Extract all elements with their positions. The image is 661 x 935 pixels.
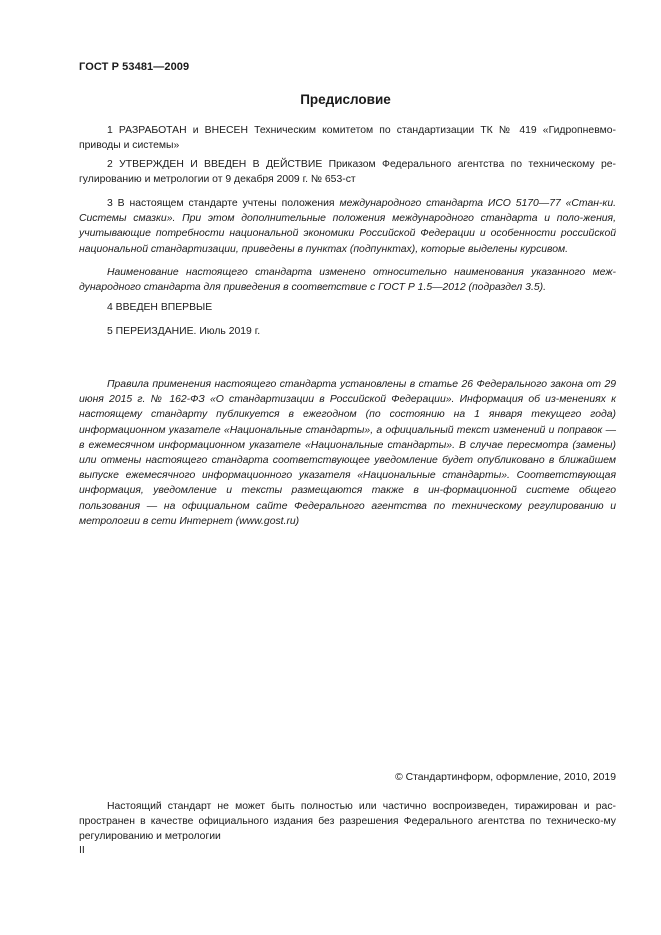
foreword-item-3-italic: международного стандарта ИСО 5170—77 «Стан-ки. Системы смазки». При этом дополнительные положения международного стандарта и поло-жения, учитывающие потребности национальной экономики Российской Федерации и особенности российской национальной стандартизации, приведены в пунктах (подпунктах), которые выделены курсивом. xyxy=(79,198,616,255)
foreword-item-3 xyxy=(79,196,616,257)
page-title: Предисловие xyxy=(300,92,391,107)
foreword-item-3-name-note: Наименование настоящего стандарта изменено относительно наименования указанного меж-дународного стандарта для приведения в соответствие с ГОСТ Р 1.5—2012 (подраздел 3.5). xyxy=(79,267,616,294)
foreword-item-3-text: 3 В настоящем стандарте учтены положения xyxy=(107,198,340,209)
foreword-item-4: 4 ВВЕДЕН ВПЕРВЫЕ xyxy=(107,302,213,313)
page-number: II xyxy=(79,845,85,856)
foreword-item-2: 2 УТВЕРЖДЕН И ВВЕДЕН В ДЕЙСТВИЕ Приказом Федерального агентства по техническому ре-гулированию и метрологии от 9 декабря 2009 г. № 653-ст xyxy=(79,159,616,186)
foreword-item-1: 1 РАЗРАБОТАН и ВНЕСЕН Техническим комитетом по стандартизации ТК № 419 «Гидропневмо-приводы и системы» xyxy=(79,125,616,152)
rules-notice: Правила применения настоящего стандарта установлены в статье 26 Федерального закона от 29 июня 2015 г. № 162-ФЗ «О стандартизации в Российской Федерации». Информация об из-менениях к настоящему стандарту публикуется в ежегодном (по состоянию на 1 января текущего года) информационном указателе «Национальные стандарты», а официальный текст изменений и поправок — в ежемесячном информационном указателе «Национальные стандарты». В случае пересмотра (замены) или отмены настоящего стандарта соответствующее уведомление будет опубликовано в ближайшем выпуске ежемесячного информационного указателя «Национальные стандарты». Соответствующая информация, уведомление и тексты размещаются также в ин-формационной системе общего пользования — на официальном сайте Федерального агентства по техническому регулированию и метрологии в сети Интернет (www.gost.ru) xyxy=(79,379,616,527)
reproduction-notice: Настоящий стандарт не может быть полностью или частично воспроизведен, тиражирован и рас-пространен в качестве официального издания без разрешения Федерального агентства по техническо-му регулированию и метрологии xyxy=(79,801,616,843)
copyright-notice: © Стандартинформ, оформление, 2010, 2019 xyxy=(395,772,616,783)
foreword-item-5: 5 ПЕРЕИЗДАНИЕ. Июль 2019 г. xyxy=(107,326,261,337)
document-code: ГОСТ Р 53481—2009 xyxy=(79,61,190,73)
